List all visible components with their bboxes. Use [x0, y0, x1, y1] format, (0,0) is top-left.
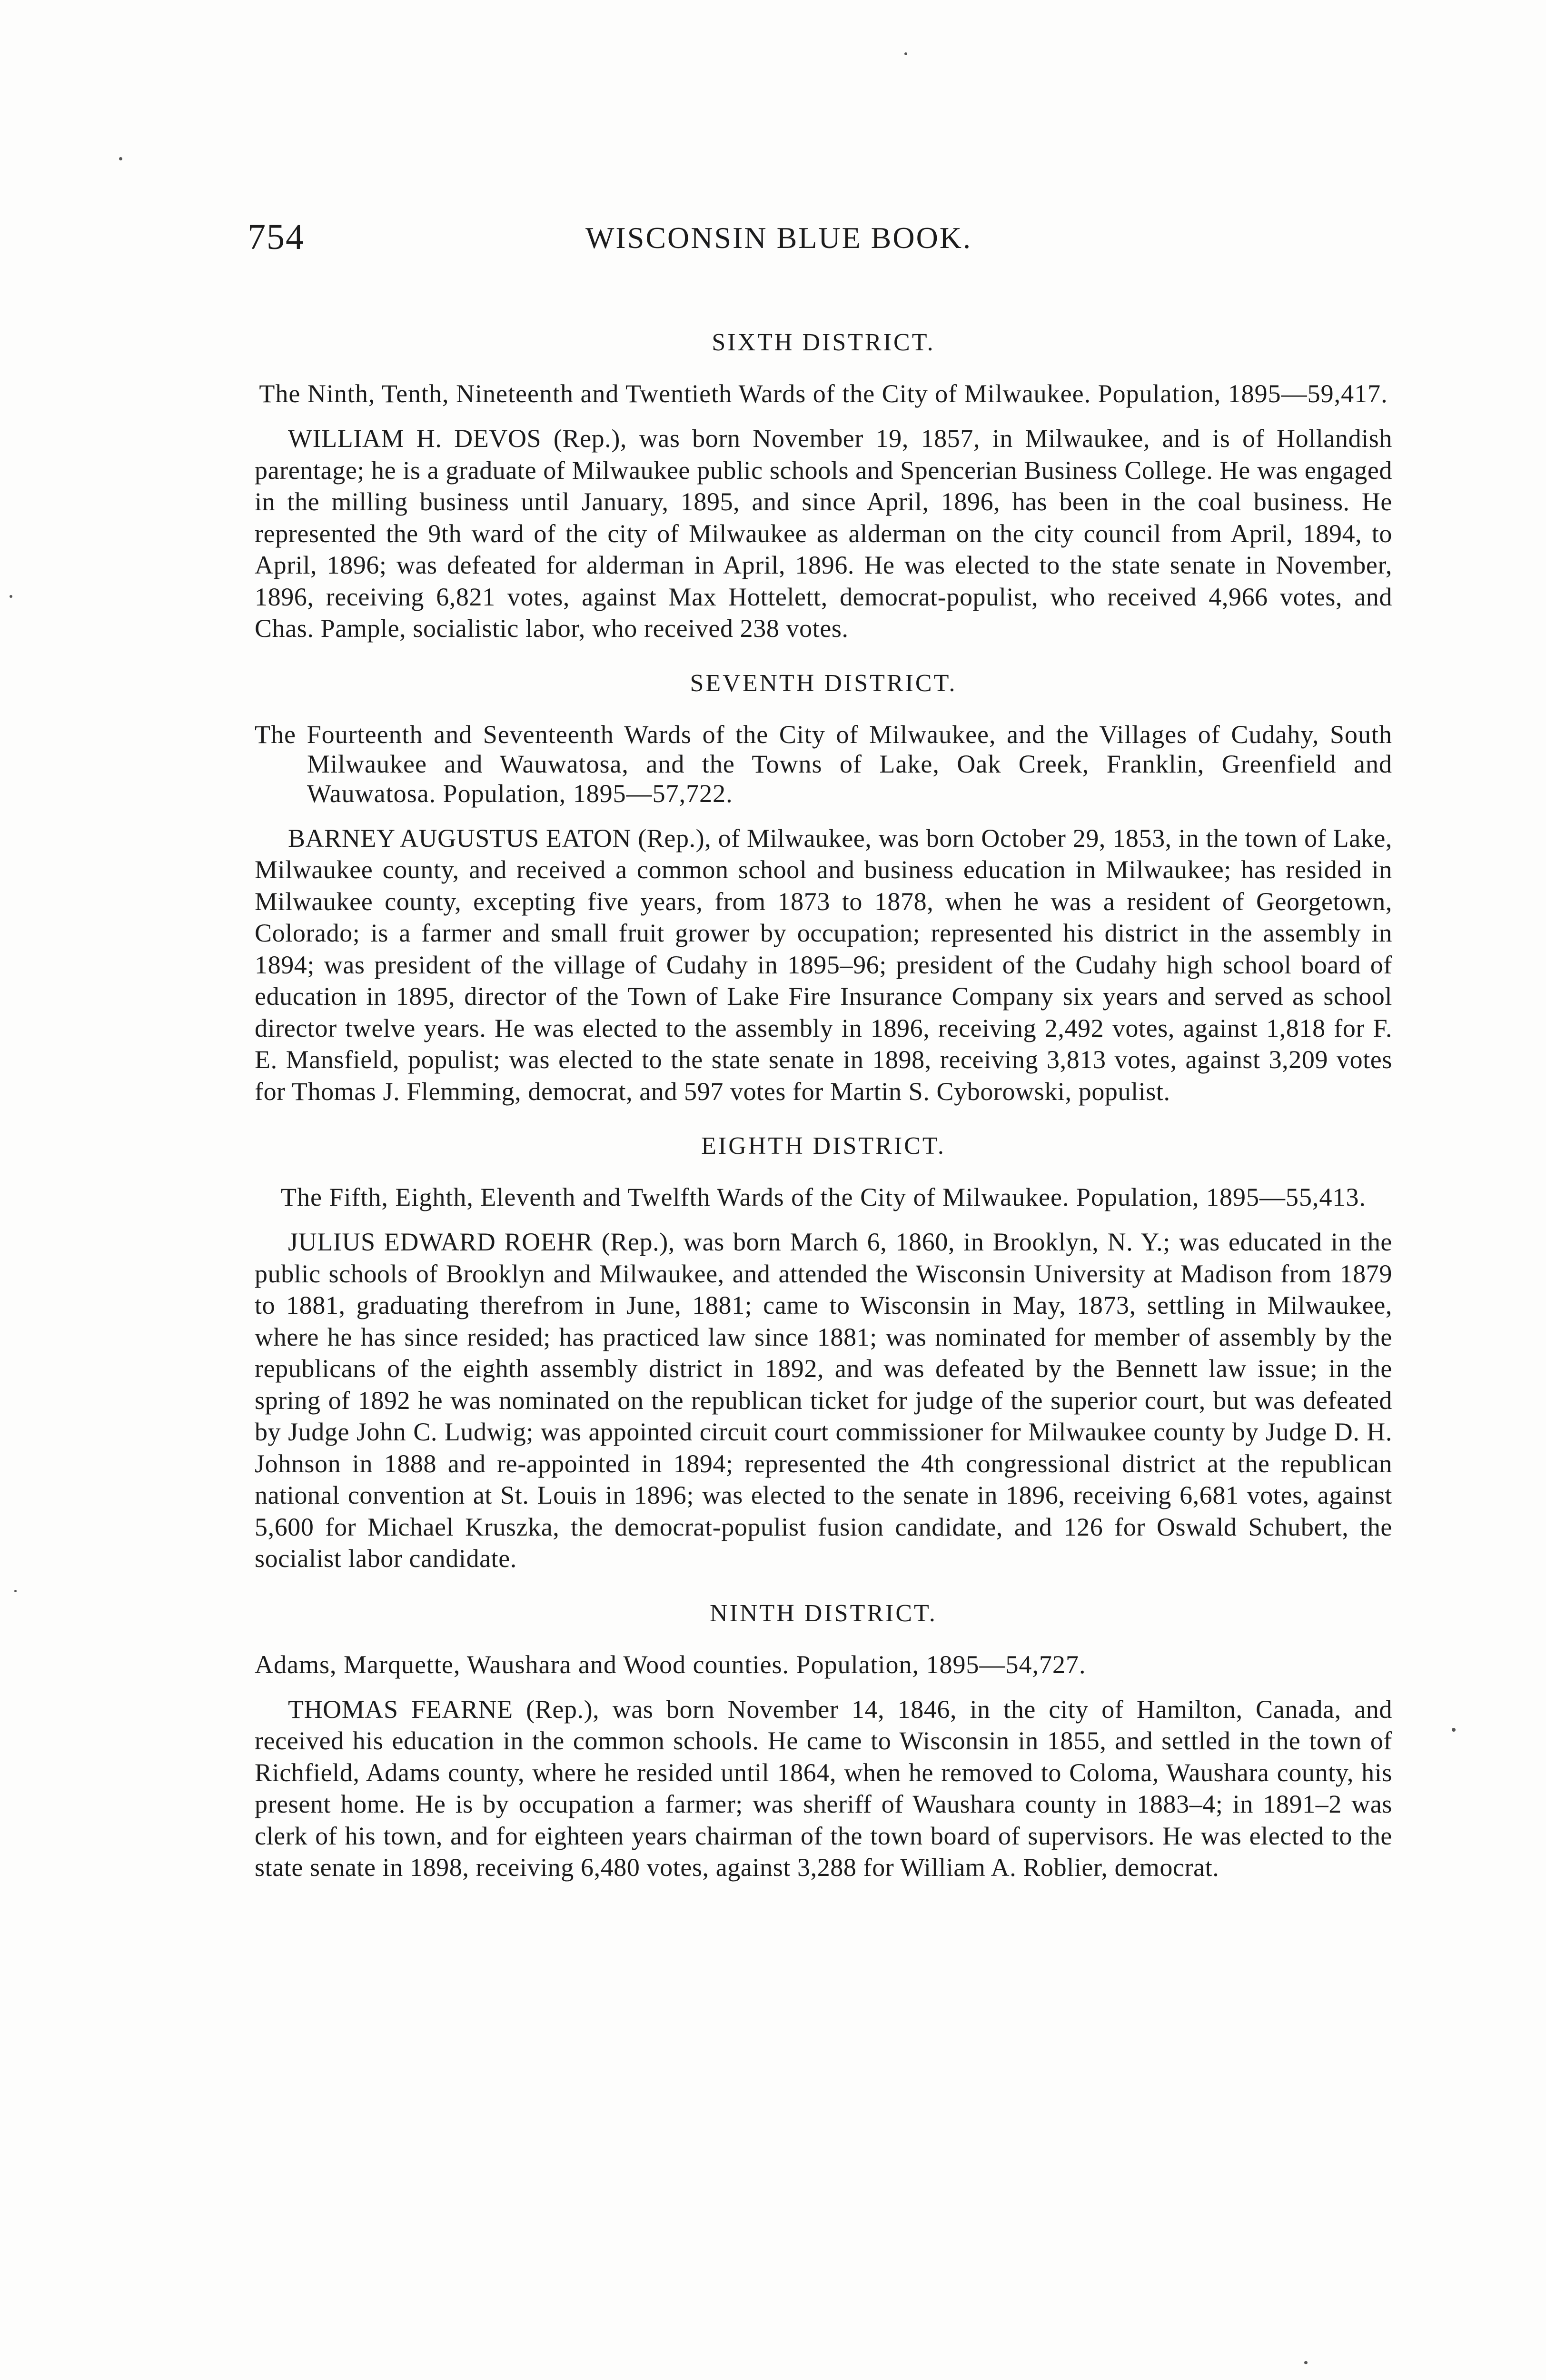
- district-title: SIXTH DISTRICT.: [712, 329, 935, 356]
- scan-speck: [119, 157, 122, 160]
- senator-biography: WILLIAM H. DEVOS (Rep.), was born November 19, 1857, in Milwaukee, and is of Hollandish parentage; he is a graduate of Milwaukee public schools and Spencerian Business College. He was engaged in the milling business until January, 1895, and since April, 1896, has been in the coal business. He represented the 9th ward of the city of Milwaukee as alderman on the city council from April, 1894, to April, 1896; was defeated for alderman in April, 1896. He was elected to the state senate in November, 1896, receiving 6,821 votes, against Max Hottelett, democrat-populist, who received 4,966 votes, and Chas. Pample, socialistic labor, who received 238 votes.: [255, 424, 1392, 643]
- district-section-ninth: [255, 1599, 1392, 1884]
- page-header: [248, 217, 1390, 269]
- senator-biography: THOMAS FEARNE (Rep.), was born November 14, 1846, in the city of Hamilton, Canada, and received his education in the common schools. He came to Wisconsin in 1855, and settled in the town of Richfield, Adams county, where he resided until 1864, when he removed to Coloma, Waushara county, his present home. He is by occupation a farmer; was sheriff of Waushara county in 1883–4; in 1891–2 was clerk of his town, and for eighteen years chairman of the town board of supervisors. He was elected to the state senate in 1898, receiving 6,480 votes, against 3,288 for William A. Roblier, democrat.: [255, 1695, 1392, 1882]
- scan-speck: [1304, 2361, 1308, 2364]
- senator-biography: BARNEY AUGUSTUS EATON (Rep.), of Milwaukee, was born October 29, 1853, in the town of Lake, Milwaukee county, and received a common school and business education in Milwaukee; has resided in Milwaukee county, excepting five years, from 1873 to 1878, when he was a resident of Georgetown, Colorado; is a farmer and small fruit grower by occupation; represented his district in the assembly in 1894; was president of the village of Cudahy in 1895–96; president of the Cudahy high school board of education in 1895, director of the Town of Lake Fire Insurance Company six years and served as school director twelve years. He was elected to the assembly in 1896, receiving 2,492 votes, against 1,818 for F. E. Mansfield, populist; was elected to the state senate in 1898, receiving 3,813 votes, against 3,209 votes for Thomas J. Flemming, democrat, and 597 votes for Martin S. Cyborowski, populist.: [255, 823, 1392, 1106]
- district-description: The Ninth, Tenth, Nineteenth and Twentieth Wards of the City of Milwaukee. Population, 1895—59,417.: [259, 379, 1388, 408]
- district-title: NINTH DISTRICT.: [710, 1599, 937, 1627]
- page-content: [255, 328, 1392, 1908]
- scan-speck: [14, 1590, 17, 1592]
- district-description: The Fifth, Eighth, Eleventh and Twelfth Wards of the City of Milwaukee. Population, 1895—55,413.: [280, 1183, 1367, 1211]
- scan-speck: [1452, 1728, 1456, 1732]
- district-section-sixth: [255, 328, 1392, 645]
- district-section-eighth: [255, 1132, 1392, 1575]
- running-title: WISCONSIN BLUE BOOK.: [585, 221, 972, 255]
- district-description: The Fourteenth and Seventeenth Wards of the City of Milwaukee, and the Villages of Cudahy, South Milwaukee and Wauwatosa, and the Towns of Lake, Oak Creek, Franklin, Greenfield and Wauwatosa. Population, 1895—57,722.: [255, 720, 1392, 808]
- scan-speck: [10, 595, 12, 598]
- senator-biography: JULIUS EDWARD ROEHR (Rep.), was born March 6, 1860, in Brooklyn, N. Y.; was educated in the public schools of Brooklyn and Milwaukee, and attended the Wisconsin University at Madison from 1879 to 1881, graduating therefrom in June, 1881; came to Wisconsin in May, 1873, settling in Milwaukee, where he has since resided; has practiced law since 1881; was nominated for member of assembly by the republicans of the eighth assembly district in 1892, and was defeated by the Bennett law issue; in the spring of 1892 he was nominated on the republican ticket for judge of the superior court, but was defeated by Judge John C. Ludwig; was appointed circuit court commissioner for Milwaukee county by Judge D. H. Johnson in 1888 and re-appointed in 1894; represented the 4th congressional district at the republican national convention at St. Louis in 1896; was elected to the senate in 1896, receiving 6,681 votes, against 5,600 for Michael Kruszka, the democrat-populist fusion candidate, and 126 for Oswald Schubert, the socialist labor candidate.: [255, 1228, 1392, 1573]
- district-title: EIGHTH DISTRICT.: [701, 1132, 946, 1160]
- page-number: 754: [248, 217, 305, 257]
- district-section-seventh: [255, 669, 1392, 1108]
- district-title: SEVENTH DISTRICT.: [690, 669, 957, 697]
- district-description: Adams, Marquette, Waushara and Wood counties. Population, 1895—54,727.: [255, 1650, 1086, 1679]
- scan-speck: [904, 52, 907, 55]
